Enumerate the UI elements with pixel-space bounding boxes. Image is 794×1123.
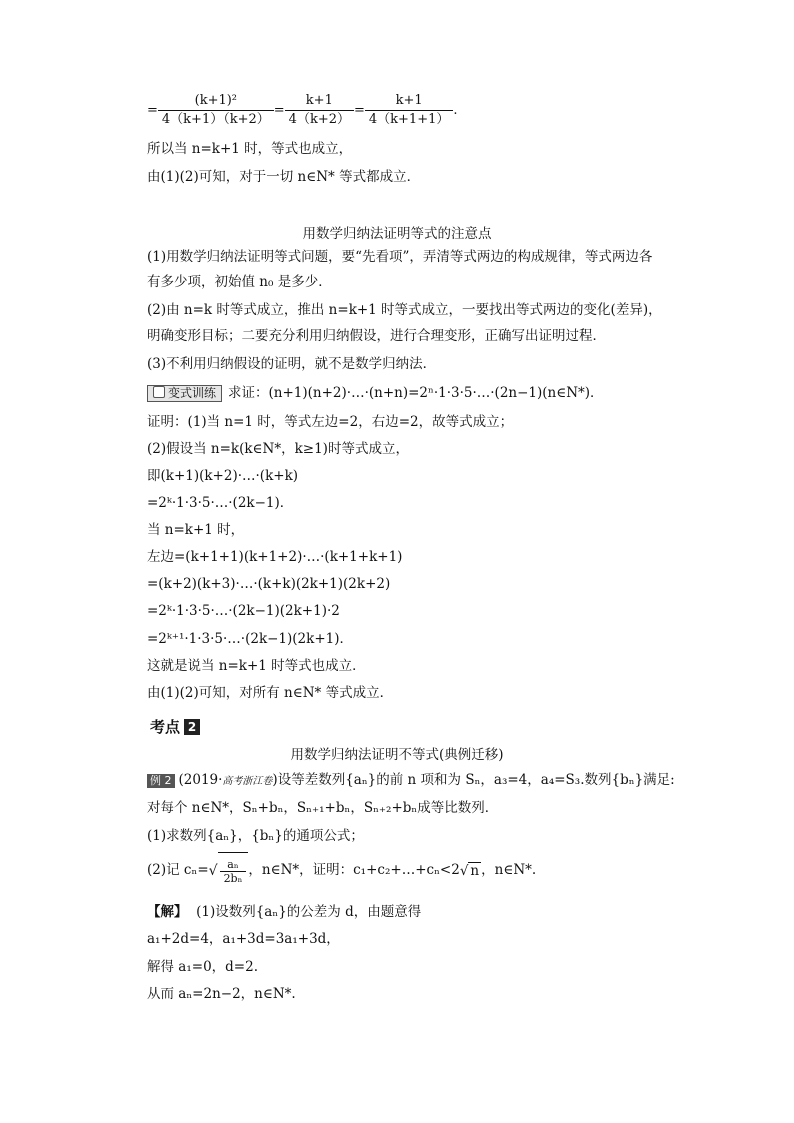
exercise-badge-label: 变式训练	[168, 386, 217, 400]
eq-sign-2: =	[273, 103, 285, 118]
solution-line: 解得 a₁=0，d=2.	[147, 959, 258, 975]
solution-text: (1)设数列{aₙ}的公差为 d，由题意得	[196, 904, 422, 920]
text-line: 由(1)(2)可知，对于一切 n∈N* 等式都成立．	[147, 169, 421, 185]
proof-line: (2)假设当 n=k(k∈N*，k≥1)时等式成立，	[147, 441, 409, 457]
fraction-1-numerator: (k+1)²	[158, 92, 274, 111]
fraction-1	[158, 92, 274, 129]
book-icon	[153, 386, 165, 398]
sqrt-n-radicand: n	[470, 862, 480, 879]
example-text: )设等差数列{aₙ}的前 n 项和为 Sₙ，a₃=4，a₄=S₃.数列{bₙ}满足:	[272, 772, 675, 788]
sqrt-sign: √	[208, 863, 218, 879]
exercise-badge	[147, 385, 222, 402]
paragraph-line: 有多少项，初始值 n₀ 是多少．	[147, 274, 332, 290]
cn-denominator: 2bₙ	[223, 872, 243, 885]
proof-line: =(k+2)(k+3)·…·(k+k)(2k+1)(2k+2)	[147, 576, 391, 592]
text-line: 所以当 n=k+1 时，等式也成立，	[147, 141, 353, 157]
paragraph-line: (2)由 n=k 时等式成立，推出 n=k+1 时等式成立，一要找出等式两边的变化(差异)，	[147, 302, 662, 318]
topic-marker	[150, 716, 200, 737]
proof-line: =2ᵏ⁺¹·1·3·5·…·(2k−1)(2k+1)．	[147, 631, 353, 647]
question-line: (1)求数列{aₙ}，{bₙ}的通项公式；	[147, 828, 364, 844]
example-line: 对每个 n∈N*，Sₙ+bₙ，Sₙ₊₁+bₙ，Sₙ₊₂+bₙ成等比数列．	[147, 800, 499, 816]
eq-prefix: =	[147, 103, 158, 118]
proof-line: 这就是说当 n=k+1 时等式也成立．	[147, 658, 366, 674]
solution-line: 从而 aₙ=2n−2，n∈N*.	[147, 986, 296, 1002]
question-line	[147, 852, 536, 889]
proof-line: 当 n=k+1 时，	[147, 522, 245, 538]
q2-end: ，n∈N*.	[481, 862, 537, 878]
paragraph-line: (1)用数学归纳法证明等式问题，要“先看项”，弄清等式两边的构成规律，等式两边各	[147, 249, 653, 265]
fraction-3-numerator: k+1	[365, 92, 453, 111]
fraction-2	[285, 92, 354, 129]
proof-line: 证明：(1)当 n=1 时，等式左边=2，右边=2，故等式成立；	[147, 414, 514, 430]
topic-number: 2	[184, 719, 200, 735]
example-line	[147, 771, 675, 791]
exercise-statement: 求证：(n+1)(n+2)·…·(n+n)=2ⁿ·1·3·5·…·(2n−1)(n∈N*)．	[228, 385, 604, 401]
fraction-2-numerator: k+1	[285, 92, 354, 111]
sqrt-n: √ n	[459, 862, 480, 879]
equation-fraction-chain	[147, 92, 458, 129]
q2-prefix: (2)记 cₙ=	[147, 862, 209, 878]
solution-line: a₁+2d=4，a₁+3d=3a₁+3d，	[147, 931, 340, 947]
section-heading: 用数学归纳法证明不等式(典例迁移)	[290, 747, 504, 763]
proof-line: 由(1)(2)可知，对所有 n∈N* 等式成立．	[147, 685, 394, 701]
eq-end: .	[453, 103, 458, 118]
exercise-line	[147, 384, 604, 402]
solution-label: 【解】	[147, 904, 188, 920]
proof-line: 左边=(k+1+1)(k+1+2)·…·(k+1+k+1)	[147, 549, 403, 565]
example-year: (2019·	[178, 772, 223, 788]
fraction-2-denominator: 4（k+2）	[288, 112, 350, 127]
proof-line: 即(k+1)(k+2)·…·(k+k)	[147, 468, 299, 484]
fraction-3	[365, 92, 453, 129]
paragraph-line: (3)不利用归纳假设的证明，就不是数学归纳法．	[147, 356, 437, 372]
eq-sign-3: =	[353, 103, 365, 118]
proof-line: =2ᵏ·1·3·5·…·(2k−1)(2k+1)·2	[147, 603, 340, 619]
proof-line: =2ᵏ·1·3·5·…·(2k−1)．	[147, 495, 294, 511]
topic-label: 考点	[150, 718, 181, 736]
paragraph-line: 明确变形目标；二要充分利用归纳假设，进行合理变形，正确写出证明过程．	[147, 328, 606, 344]
solution-line	[147, 903, 421, 921]
q2-middle: ，n∈N*，证明：c₁+c₂+…+cₙ<2	[248, 862, 460, 878]
section-heading: 用数学归纳法证明等式的注意点	[302, 226, 492, 242]
fraction-3-denominator: 4（k+1+1）	[368, 112, 450, 127]
sqrt-fraction	[209, 852, 249, 889]
example-source: 高考浙江卷	[222, 776, 273, 787]
fraction-1-denominator: 4（k+1）（k+2）	[161, 112, 270, 127]
example-badge: 例 2	[147, 774, 175, 788]
cn-numerator: aₙ	[220, 858, 247, 872]
